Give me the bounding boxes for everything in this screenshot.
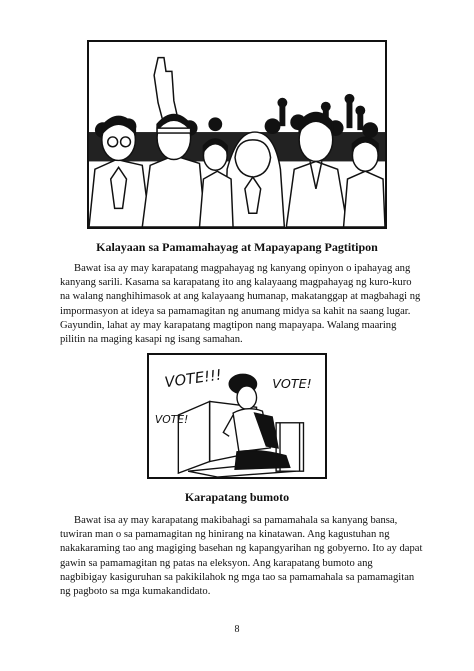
paragraph-line: pilitin na maging kasapi ng isang samahan. bbox=[60, 334, 243, 346]
page-number: 8 bbox=[234, 624, 240, 635]
vote-label-2: VOTE! bbox=[272, 375, 312, 391]
paragraph-line: nakakaraming tao ang magiging basehan ng kapangyarihan ng gobyerno. Ito ay dapat bbox=[60, 543, 423, 555]
paragraph-line: nagbibigay kasiguruhan sa pakikilahok ng mga tao sa pamamahala sa pamamagitan bbox=[60, 571, 415, 583]
figure2-caption: Karapatang bumoto bbox=[184, 490, 290, 504]
paragraph-right-to-vote bbox=[60, 514, 423, 599]
paragraph-line: kanyang sarili. Kasama sa karapatang ito ang kalayaang magpahayag ng kuro-kuro bbox=[60, 277, 412, 289]
crowd-drawing bbox=[89, 42, 385, 227]
paragraph-line: na walang nanghihimasok at ang kalayaang humanap, makatanggap at magbahagi ng bbox=[60, 291, 421, 303]
voting-drawing bbox=[149, 355, 325, 477]
paragraph-line: impormasyon at ideya sa pamamagitan ng anumang midya sa kahit na saang lugar. bbox=[60, 305, 411, 317]
protest-crowd-illustration bbox=[87, 40, 387, 229]
paragraph-line: Bawat isa ay may karapatang makibahagi sa pamamahala sa kanyang bansa, bbox=[74, 515, 398, 526]
vote-label-3: VOTE! bbox=[154, 412, 189, 426]
paragraph-line: Bawat isa ay may karapatang magpahayag ng kanyang opinyon o ipahayag ang bbox=[74, 263, 411, 274]
paragraph-freedom-of-expression bbox=[60, 262, 421, 347]
paragraph-line: gawin sa pamamagitan ng patas na eleksyon. Ang karapatang bumoto ang bbox=[60, 557, 373, 569]
voting-illustration bbox=[147, 353, 327, 479]
figure1-caption: Kalayaan sa Pamamahayag at Mapayapang Pagtitipon bbox=[96, 240, 378, 254]
vote-label-1: VOTE!!! bbox=[163, 366, 223, 392]
paragraph-line: tuwiran man o sa pamamagitan ng hinirang na kinatawan. Ang kagustuhan ng bbox=[60, 529, 390, 541]
paragraph-line: Gayundin, lahat ay may karapatang magtipon nang mapayapa. Walang maaring bbox=[60, 319, 397, 331]
paragraph-line: ng pagboto sa mga kumakandidato. bbox=[60, 586, 211, 598]
